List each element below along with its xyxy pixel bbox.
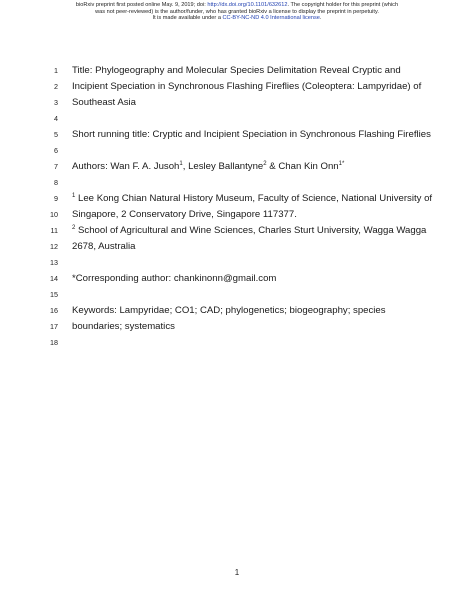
doi-link[interactable]: http://dx.doi.org/10.1101/632612 xyxy=(207,2,288,8)
line-number: 5 xyxy=(54,130,58,139)
header-text: It is made available under a xyxy=(152,15,223,22)
manuscript-line xyxy=(0,272,474,286)
preprint-header xyxy=(0,2,474,22)
line-number: 11 xyxy=(50,226,58,235)
line-number: 1 xyxy=(54,66,58,75)
title-line: Title: Phylogeography and Molecular Species Delimitation Reveal Cryptic and xyxy=(72,65,401,76)
manuscript-line xyxy=(0,64,474,78)
authors-line xyxy=(72,160,344,174)
line-number: 7 xyxy=(54,162,58,171)
manuscript-line xyxy=(0,80,474,94)
manuscript-line xyxy=(0,192,474,206)
manuscript-line xyxy=(0,208,474,222)
keywords: Keywords: Lampyridae; CO1; CAD; phylogenetics; biogeography; species xyxy=(72,305,386,316)
manuscript-line xyxy=(0,336,474,350)
manuscript-line xyxy=(0,160,474,174)
author-name: Wan F. A. Jusoh xyxy=(110,161,180,172)
line-number: 13 xyxy=(50,258,58,267)
manuscript-line xyxy=(0,112,474,126)
author-separator: , xyxy=(182,161,189,172)
line-number: 2 xyxy=(54,82,58,91)
line-number: 4 xyxy=(54,114,58,123)
line-number: 6 xyxy=(54,146,58,155)
line-number: 9 xyxy=(54,194,58,203)
manuscript-line xyxy=(0,320,474,334)
manuscript-line xyxy=(0,304,474,318)
header-text: bioRxiv preprint first posted online May. 9, 2019; doi: xyxy=(75,2,208,8)
line-number: 18 xyxy=(50,338,58,347)
title-line: Incipient Speciation in Synchronous Flashing Fireflies (Coleoptera: Lampyridae) of xyxy=(72,81,422,92)
keywords: boundaries; systematics xyxy=(72,321,175,332)
affiliation-text: Singapore, 2 Conservatory Drive, Singapore 117377. xyxy=(72,209,297,220)
corresponding-author: *Corresponding author: chankinonn@gmail.com xyxy=(72,273,277,284)
authors-label: Authors: xyxy=(72,161,111,172)
author-affiliation-mark: 1 xyxy=(179,161,183,167)
line-number: 10 xyxy=(50,210,58,219)
running-title: Short running title: Cryptic and Incipient Speciation in Synchronous Flashing Fireflies xyxy=(72,129,431,140)
author-name: Lesley Ballantyne xyxy=(188,161,264,172)
author-affiliation-mark: 1* xyxy=(338,161,345,167)
line-number: 16 xyxy=(50,306,58,315)
manuscript-line xyxy=(0,288,474,302)
affiliation-text: School of Agricultural and Wine Sciences, Charles Sturt University, Wagga Wagga xyxy=(78,225,427,236)
header-text: . The copyright holder for this preprint (which xyxy=(287,2,399,8)
line-number: 3 xyxy=(54,98,58,107)
affiliation-2 xyxy=(72,224,426,238)
line-number: 14 xyxy=(50,274,58,283)
manuscript-line xyxy=(0,128,474,142)
affiliation-mark: 1 xyxy=(72,193,76,199)
title-line: Southeast Asia xyxy=(72,97,137,108)
affiliation-text: Lee Kong Chian Natural History Museum, Faculty of Science, National University of xyxy=(78,193,433,204)
header-line-3 xyxy=(0,15,474,22)
page-number: 1 xyxy=(234,568,240,577)
author-name: Chan Kin Onn xyxy=(278,161,339,172)
author-affiliation-mark: 2 xyxy=(263,161,267,167)
line-number: 15 xyxy=(50,290,58,299)
manuscript-line xyxy=(0,256,474,270)
manuscript-line xyxy=(0,176,474,190)
header-line-2: was not peer-reviewed) is the author/funder, who has granted bioRxiv a license to display the preprint in perpetuity. xyxy=(95,8,379,15)
line-number: 12 xyxy=(50,242,58,251)
manuscript-line xyxy=(0,96,474,110)
author-separator: & xyxy=(266,161,279,172)
affiliation-text: 2678, Australia xyxy=(72,241,136,252)
manuscript-line xyxy=(0,224,474,238)
manuscript-line xyxy=(0,144,474,158)
manuscript-line xyxy=(0,240,474,254)
header-text: . xyxy=(319,15,322,22)
line-number: 8 xyxy=(54,178,58,187)
license-link[interactable]: CC-BY-NC-ND 4.0 International license xyxy=(222,15,320,22)
affiliation-mark: 2 xyxy=(72,225,76,231)
affiliation-1 xyxy=(72,192,432,206)
header-line-1 xyxy=(0,2,474,9)
line-number: 17 xyxy=(50,322,58,331)
